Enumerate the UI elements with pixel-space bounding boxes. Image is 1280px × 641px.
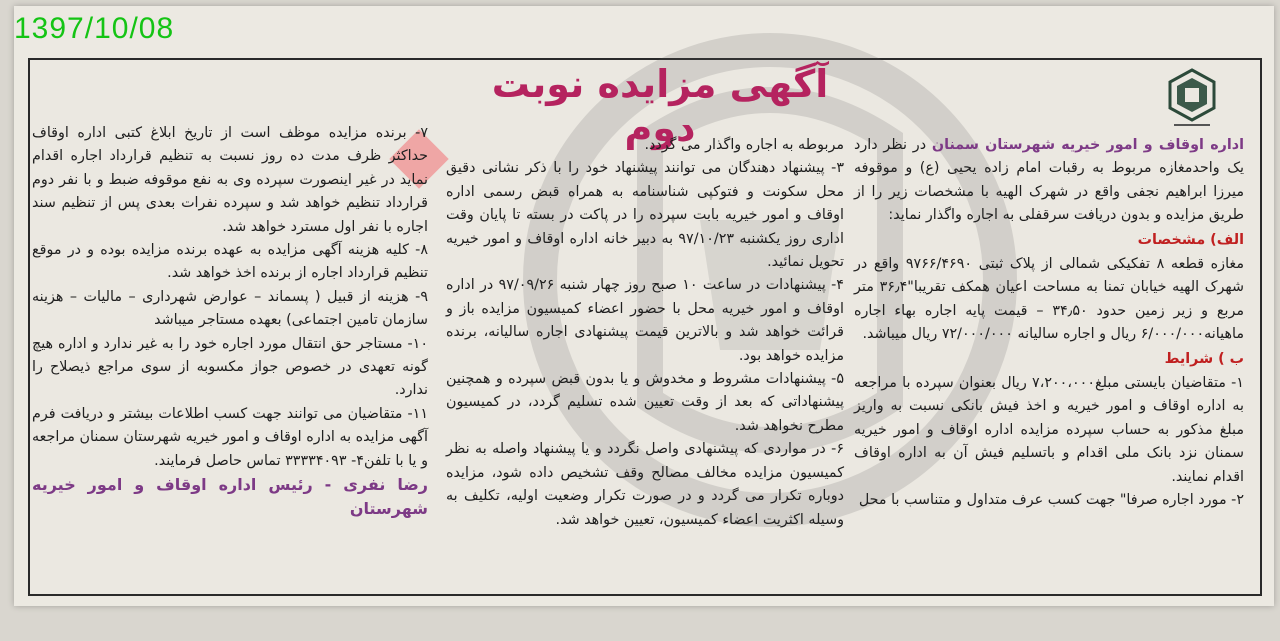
condition-2: ۲- مورد اجاره صرفا" جهت کسب عرف متداول و متناسب با محل xyxy=(858,492,1244,509)
condition-6: ۶- در مواردی که پیشنهادی واصل نگردد و یا پیشنهاد واصله به نظر کمیسیون مزایده مخالف مصالح وقف تشخیص داده شود، مزایده دوباره تکرار می گردد و در صورت تکرار وضعیت اولیه، تکلیف به وسیله اکثریت اعضاء کمیسیون، تعیین خواهد شد. xyxy=(446,441,844,528)
column-right xyxy=(854,134,1244,513)
condition-4: ۴- پیشنهادات در ساعت ۱۰ صبح روز چهار شنبه ۹۷/۰۹/۲۶ در اداره اوقاف و امور خیریه محل با حضور اعضاء کمیسیون مزایده باز و قرائت خواهد شد و بالاترین قیمت پیشنهادی اجاره سالیانه، برنده مزایده خواهد بود. xyxy=(446,277,844,364)
condition-9: ۹- هزینه از قبیل ( پسماند – عوارض شهرداری – مالیات – هزینه سازمان تامین اجتماعی) بعهده مستاجر میباشد xyxy=(32,288,428,329)
condition-2-continued: مربوطه به اجاره واگذار می گردد. xyxy=(644,137,844,153)
condition-11: ۱۱- متقاضیان می توانند جهت کسب اطلاعات بیشتر و دریافت فرم آگهی مزایده به اداره اوقاف و امور خیریه شهرستان سمنان مراجعه و یا با تلفن۴- ۳۳۳۳۴۰۹۳ تماس حاصل فرمایند. xyxy=(32,405,428,469)
condition-7: ۷- برنده مزایده موظف است از تاریخ ابلاغ کتبی اداره اوقاف حداکثر ظرف مدت ده روز نسبت به تنظیم قرارداد اجاره اقدام نماید در غیر اینصورت سپرده وی به نفع موقوفه ضبط و با نفر دوم قرارداد تنظیم خواهد شد و سپرده نفرات بعدی پس از تنظیم سند اجاره با نفر اول مسترد خواهد شد. xyxy=(32,125,428,235)
condition-3: ۳- پیشنهاد دهندگان می توانند پیشنهاد خود را با ذکر نشانی دقیق محل سکونت و فتوکپی شناسنامه به همراه قبض رسمی اداره اوقاف و امور خیریه بابت سپرده را در پاکت در بسته تا پایان وقت اداری روز یکشنبه ۹۷/۱۰/۲۳ به دبیر خانه اداره اوقاف و امور خیریه تحویل نمائید. xyxy=(446,160,844,271)
ad-title: آگهی مزایده نوبت دوم xyxy=(491,62,829,150)
spec-heading: الف) مشخصات xyxy=(1137,231,1244,248)
spec-text: مغازه قطعه ۸ تفکیکی شمالی از پلاک ثبتی ۹۷۶۶/۴۶۹۰ واقع در شهرک الهیه خیابان تمنا به مساحت اعیان همکف تقریبا"۳۶٫۴ متر مربع و زیر زمین حدود ۳۴٫۵۰ – قیمت پایه اجاره بهاء اجاره ماهیانه۶/۰۰۰/۰۰۰ ریال و اجاره سالیانه ۷۲/۰۰۰/۰۰۰ ریال میباشد. xyxy=(854,256,1245,343)
org-name: اداره اوقاف و امور خیریه شهرستان سمنان xyxy=(931,137,1244,153)
conditions-heading: ب ) شرایط xyxy=(1164,350,1244,367)
condition-10: ۱۰- مستاجر حق انتقال مورد اجاره خود را به غیر ندارد و اداره هیچ گونه تعهدی در خصوص جواز مکسوبه از سوی مراجع ذیصلاح را ندارد. xyxy=(32,335,428,399)
condition-1: ۱- متقاضیان بایستی مبلغ۷،۲۰۰،۰۰۰ ریال بعنوان سپرده با مراجعه به اداره اوقاف و امور خیریه و اخذ فیش بانکی نسبت به واریز مبلغ مذکور به حساب سپرده مزایده اداره اوقاف و امور خیریه سمنان نزد بانک ملی اقدام و باتسلیم فیش آن به اداره اوقاف اقدام نمایند. xyxy=(854,375,1244,485)
intro-paragraph xyxy=(854,134,1244,228)
awqaf-emblem-icon xyxy=(1164,68,1220,128)
column-left xyxy=(32,122,428,520)
signature: رضا نفری - رئیس اداره اوقاف و امور خیریه شهرستان xyxy=(32,475,428,518)
condition-5: ۵- پیشنهادات مشروط و مخدوش و یا بدون قبض سپرده و همچنین پیشنهاداتی که بعد از وقت تعیین شده تسلیم گردد، در کمیسیون مطرح نخواهد شد. xyxy=(446,371,844,434)
date-stamp: 1397/10/08 xyxy=(14,12,175,45)
column-middle xyxy=(446,134,844,532)
condition-8: ۸- کلیه هزینه آگهی مزایده به عهده برنده مزایده بوده و در موقع تنظیم قرارداد اجاره از برنده اخذ خواهد شد. xyxy=(32,242,428,282)
intro-text: در نظر دارد یک واحدمغازه مربوط به رقبات امام زاده یحیی (ع) و موقوفه میرزا ابراهیم نجفی واقع در شهرک الهیه با مشخصات زیر را از طریق مزایده و بدون دریافت سرقفلی به اجاره واگذار نماید: xyxy=(854,137,1244,224)
